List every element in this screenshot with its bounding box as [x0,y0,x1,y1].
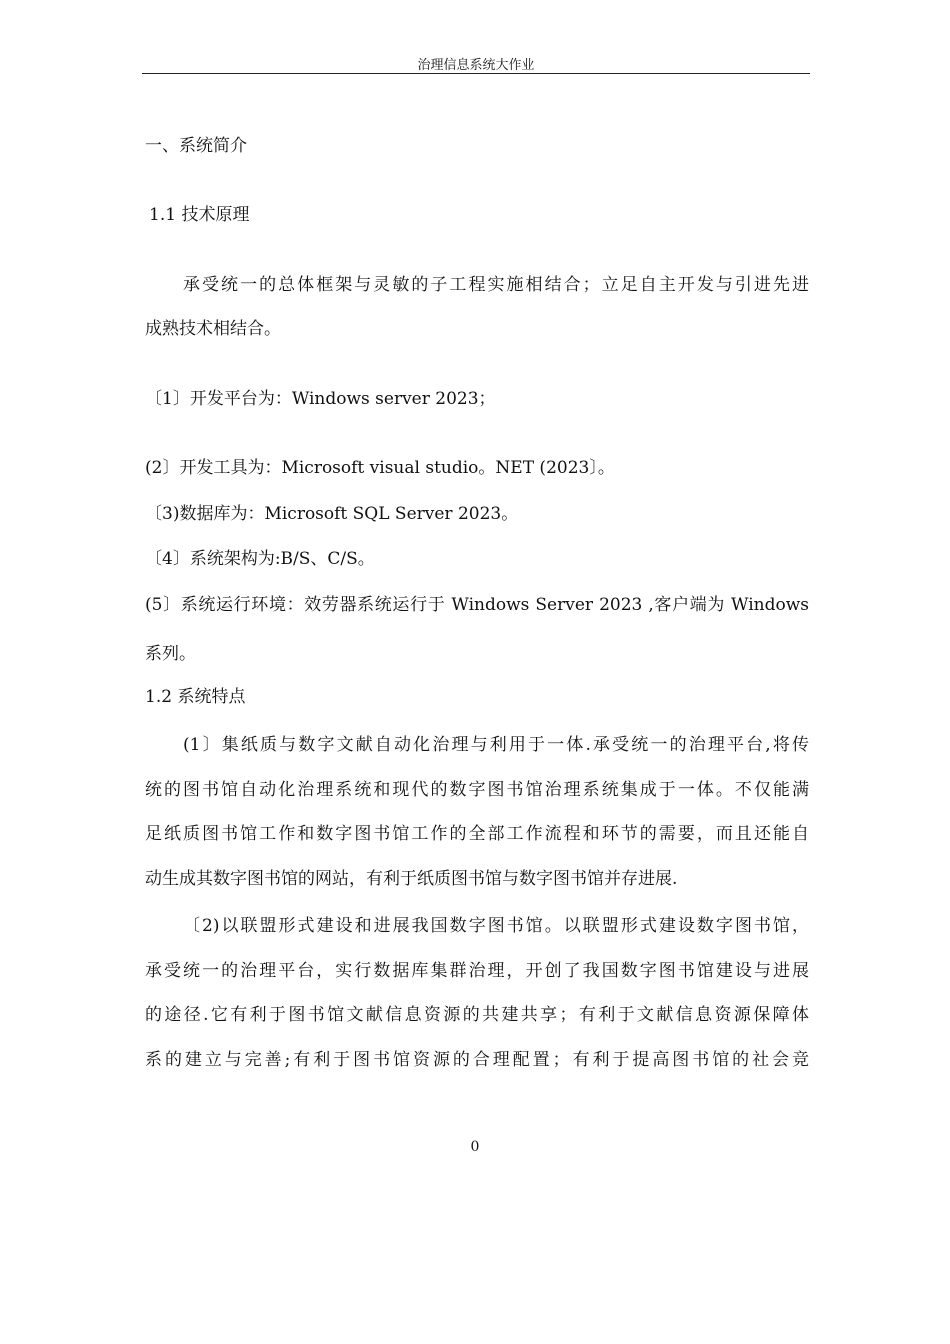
list-item: 〔3)数据库为：Microsoft SQL Server 2023。 [145,504,519,524]
paragraph-line: 〔2)以联盟形式建设和进展我国数字图书馆。以联盟形式建设数字图书馆， [183,916,809,936]
list-item: (5〕系统运行环境：效劳器系统运行于 Windows Server 2023 ,客户端为 Windows [145,595,809,615]
paragraph-line: 统的图书馆自动化治理系统和现代的数字图书馆治理系统集成于一体。不仅能满 [145,780,809,800]
list-item: 〔4〕系统架构为:B/S、C/S。 [145,549,375,569]
section-heading: 一、系统简介 [145,136,247,156]
page-number: 0 [470,1139,480,1155]
subsection-heading-1-1: 1.1 技术原理 [149,205,250,225]
header-title: 治理信息系统大作业 [417,58,535,73]
list-item: 系列。 [145,644,196,664]
page-header [142,55,810,74]
intro-line: 成熟技术相结合。 [145,319,281,339]
subsection-heading-1-2: 1.2 系统特点 [145,687,246,707]
paragraph-line: 系的建立与完善;有利于图书馆资源的合理配置；有利于提高图书馆的社会竞 [145,1050,809,1070]
list-item: (2〕开发工具为：Microsoft visual studio。NET (2023〕。 [145,458,615,478]
intro-line: 承受统一的总体框架与灵敏的子工程实施相结合；立足自主开发与引进先进 [183,275,809,295]
paragraph-line: 承受统一的治理平台，实行数据库集群治理，开创了我国数字图书馆建设与进展 [145,961,809,981]
paragraph-line: (1〕集纸质与数字文献自动化治理与利用于一体.承受统一的治理平台,将传 [183,735,809,755]
paragraph-line: 足纸质图书馆工作和数字图书馆工作的全部工作流程和环节的需要，而且还能自 [145,824,809,844]
paragraph-line: 的途径.它有利于图书馆文献信息资源的共建共享；有利于文献信息资源保障体 [145,1005,809,1025]
paragraph-line: 动生成其数字图书馆的网站，有利于纸质图书馆与数字图书馆并存进展. [145,869,678,889]
list-item: 〔1〕开发平台为：Windows server 2023； [145,389,496,409]
